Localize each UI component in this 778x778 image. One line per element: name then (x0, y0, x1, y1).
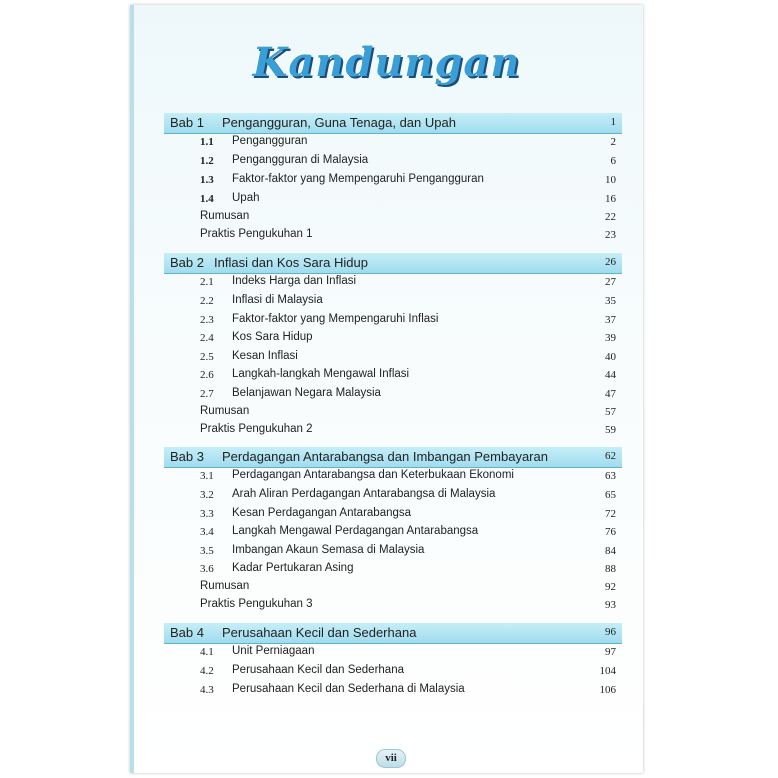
entry-page: 27 (605, 276, 616, 288)
toc-entry[interactable] (164, 274, 622, 292)
toc-entry[interactable] (164, 227, 622, 245)
page-edge (130, 5, 134, 773)
entry-title: Perusahaan Kecil dan Sederhana di Malaysia (232, 683, 465, 695)
entry-number: 4.2 (200, 665, 214, 677)
chapter-label: Bab 3 (170, 449, 204, 464)
entry-page: 76 (605, 526, 616, 538)
chapter-page: 26 (605, 256, 616, 268)
entry-title: Imbangan Akaun Semasa di Malaysia (232, 544, 425, 556)
entry-title: Faktor-faktor yang Mempengaruhi Inflasi (232, 313, 439, 325)
entry-title: Arah Aliran Perdagangan Antarabangsa di Malaysia (232, 488, 496, 500)
entry-number: 1.4 (200, 193, 214, 205)
toc-entry[interactable] (164, 349, 622, 367)
entry-title: Indeks Harga dan Inflasi (232, 275, 357, 287)
toc-entry[interactable] (164, 561, 622, 579)
entry-page: 22 (605, 211, 616, 223)
entry-title: Unit Perniagaan (232, 645, 315, 657)
entry-title: Pengangguran di Malaysia (232, 154, 369, 166)
entry-title: Perdagangan Antarabangsa dan Keterbukaan Ekonomi (232, 469, 514, 481)
chapter-title: Inflasi dan Kos Sara Hidup (214, 255, 368, 270)
toc-entry[interactable] (164, 597, 622, 615)
entry-page: 65 (605, 489, 616, 501)
entry-number: 3.4 (200, 526, 214, 538)
chapter-page: 1 (610, 116, 616, 128)
entry-title: Kos Sara Hidup (232, 331, 313, 343)
entry-number: 2.2 (200, 295, 214, 307)
page-title: Kandungan (252, 39, 521, 86)
chapter-title: Perusahaan Kecil dan Sederhana (222, 625, 417, 640)
entry-number: 4.3 (200, 684, 214, 696)
entry-number: 3.2 (200, 489, 214, 501)
entry-page: 39 (605, 332, 616, 344)
entry-number: 2.1 (200, 276, 214, 288)
entry-title: Langkah-langkah Mengawal Inflasi (232, 368, 410, 380)
entry-title: Praktis Pengukuhan 2 (200, 423, 313, 435)
entry-number: 3.1 (200, 470, 214, 482)
entry-title: Pengangguran (232, 135, 308, 147)
entry-page: 104 (599, 665, 616, 677)
entry-title: Rumusan (200, 405, 250, 417)
page-number-badge: vii (376, 749, 406, 768)
toc-entry[interactable] (164, 153, 622, 171)
toc-entry[interactable] (164, 663, 622, 681)
chapter-label: Bab 2 (170, 255, 204, 270)
entry-number: 3.6 (200, 563, 214, 575)
entry-page: 40 (605, 351, 616, 363)
entry-title: Rumusan (200, 580, 250, 592)
entry-number: 4.1 (200, 646, 214, 658)
entry-title: Inflasi di Malaysia (232, 294, 323, 306)
toc-entry[interactable] (164, 312, 622, 330)
toc-entry[interactable] (164, 367, 622, 385)
entry-number: 1.2 (200, 155, 214, 167)
chapter-label: Bab 1 (170, 115, 204, 130)
toc-entry[interactable] (164, 191, 622, 209)
entry-title: Langkah Mengawal Perdagangan Antarabangsa (232, 525, 479, 537)
entry-number: 2.4 (200, 332, 214, 344)
chapter-header[interactable] (164, 623, 622, 644)
entry-title: Perusahaan Kecil dan Sederhana (232, 664, 404, 676)
toc-entry[interactable] (164, 172, 622, 190)
entry-number: 1.1 (200, 136, 214, 148)
entry-page: 47 (605, 388, 616, 400)
chapter-header[interactable] (164, 447, 622, 468)
toc-entry[interactable] (164, 386, 622, 404)
entry-title: Praktis Pengukuhan 3 (200, 598, 313, 610)
entry-title: Faktor-faktor yang Mempengaruhi Pengangguran (232, 173, 484, 185)
entry-title: Praktis Pengukuhan 1 (200, 228, 313, 240)
entry-title: Belanjawan Negara Malaysia (232, 387, 381, 399)
entry-page: 97 (605, 646, 616, 658)
chapter-title: Pengangguran, Guna Tenaga, dan Upah (222, 115, 456, 130)
toc-entry[interactable] (164, 330, 622, 348)
toc-entry[interactable] (164, 293, 622, 311)
chapter-header[interactable] (164, 113, 622, 134)
chapter-page: 96 (605, 626, 616, 638)
toc-entry[interactable] (164, 134, 622, 152)
entry-page: 72 (605, 508, 616, 520)
toc-entry[interactable] (164, 422, 622, 440)
entry-page: 16 (605, 193, 616, 205)
entry-title: Kesan Perdagangan Antarabangsa (232, 507, 412, 519)
entry-page: 2 (610, 136, 616, 148)
toc-entry[interactable] (164, 543, 622, 561)
entry-page: 23 (605, 229, 616, 241)
toc-entry[interactable] (164, 404, 622, 422)
chapter-header[interactable] (164, 253, 622, 274)
entry-number: 2.6 (200, 369, 214, 381)
entry-page: 6 (610, 155, 616, 167)
toc-entry[interactable] (164, 506, 622, 524)
entry-page: 106 (599, 684, 616, 696)
entry-title: Upah (232, 192, 260, 204)
entry-number: 1.3 (200, 174, 214, 186)
entry-title: Rumusan (200, 210, 250, 222)
entry-number: 2.5 (200, 351, 214, 363)
entry-page: 37 (605, 314, 616, 326)
entry-page: 92 (605, 581, 616, 593)
entry-number: 3.5 (200, 545, 214, 557)
toc-entry[interactable] (164, 209, 622, 227)
toc-entry[interactable] (164, 579, 622, 597)
toc-entry[interactable] (164, 468, 622, 486)
toc-entry[interactable] (164, 487, 622, 505)
entry-number: 3.3 (200, 508, 214, 520)
chapter-page: 62 (605, 450, 616, 462)
entry-page: 63 (605, 470, 616, 482)
entry-number: 2.7 (200, 388, 214, 400)
entry-page: 88 (605, 563, 616, 575)
book-page (130, 5, 643, 773)
entry-page: 35 (605, 295, 616, 307)
entry-page: 59 (605, 424, 616, 436)
entry-page: 93 (605, 599, 616, 611)
entry-page: 44 (605, 369, 616, 381)
entry-title: Kadar Pertukaran Asing (232, 562, 354, 574)
toc-entry[interactable] (164, 524, 622, 542)
entry-page: 57 (605, 406, 616, 418)
chapter-label: Bab 4 (170, 625, 204, 640)
chapter-title: Perdagangan Antarabangsa dan Imbangan Pembayaran (222, 449, 548, 464)
entry-page: 10 (605, 174, 616, 186)
entry-page: 84 (605, 545, 616, 557)
entry-title: Kesan Inflasi (232, 350, 298, 362)
toc-entry[interactable] (164, 682, 622, 700)
entry-number: 2.3 (200, 314, 214, 326)
toc-entry[interactable] (164, 644, 622, 662)
